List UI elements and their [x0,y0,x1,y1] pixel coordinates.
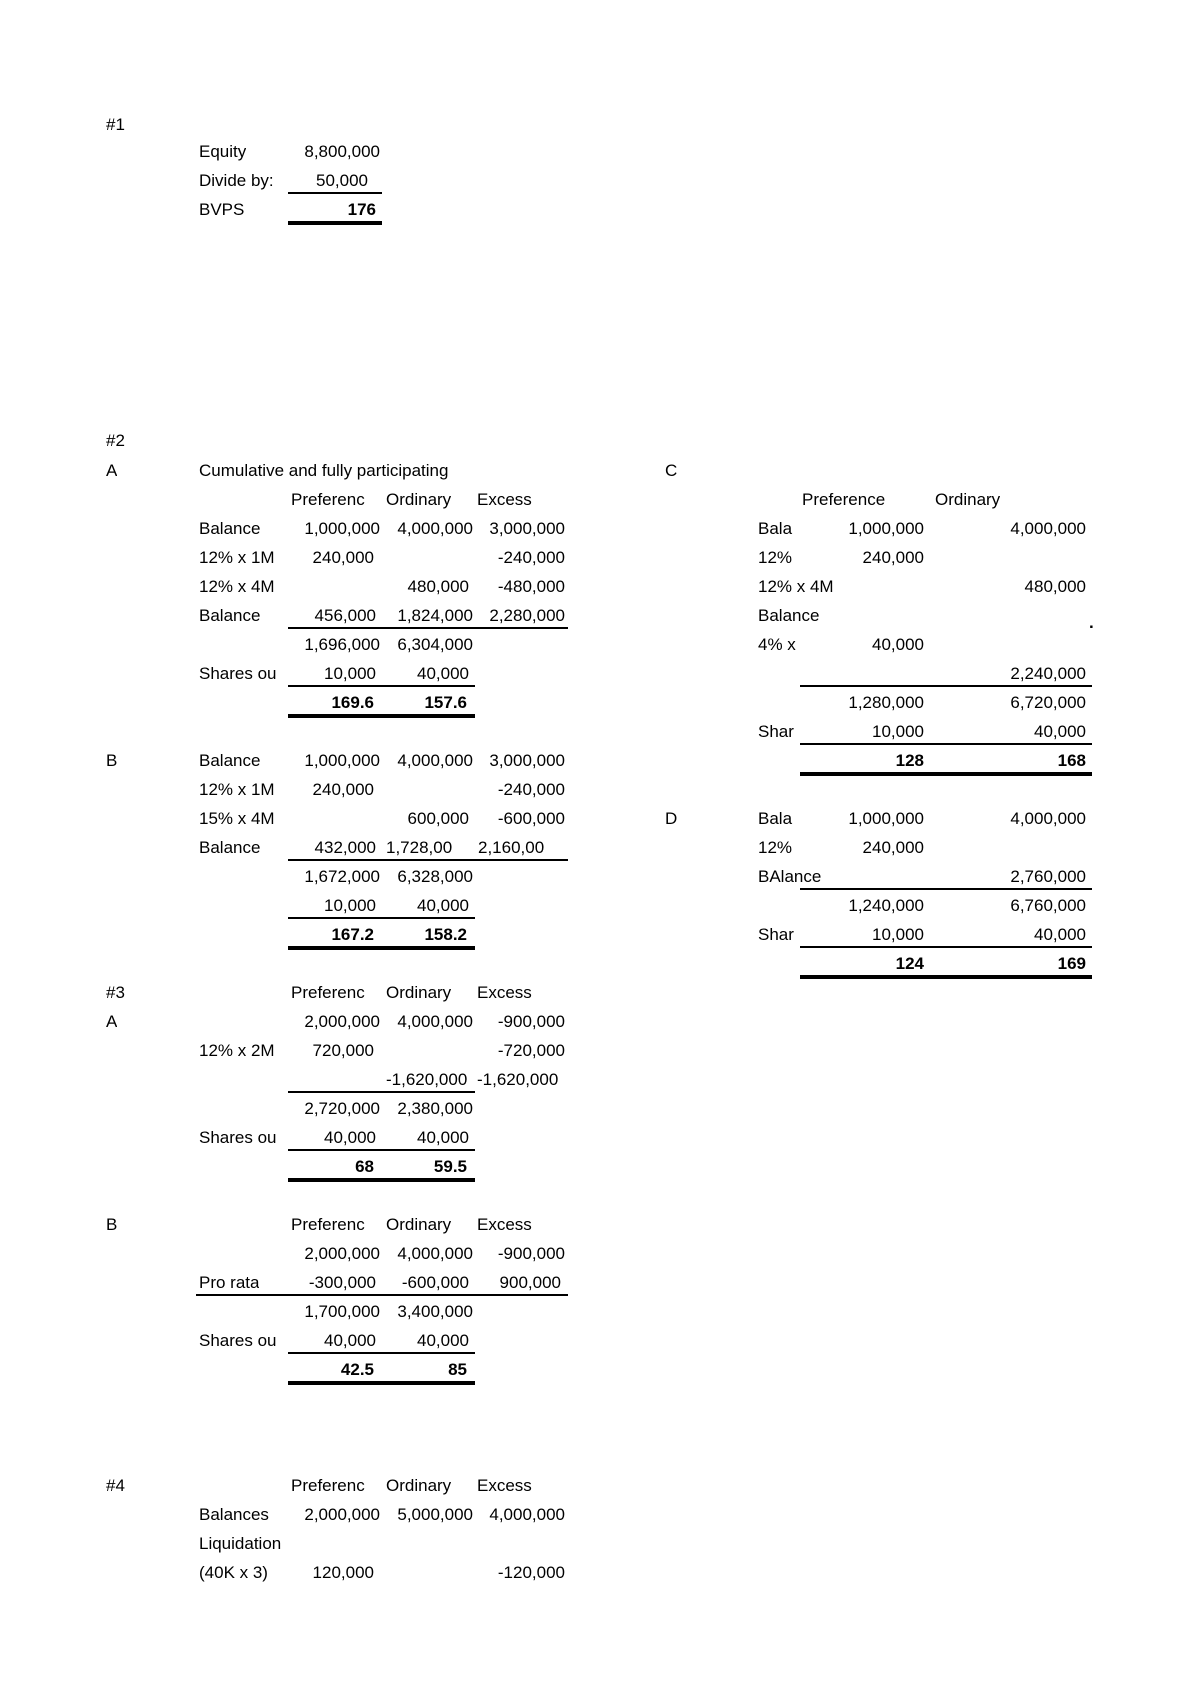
cell: -720,000 [497,1041,565,1060]
result-cell: 169.6 [331,693,374,712]
q2c-letter: C [665,461,678,480]
cell: 10,000 [324,896,376,915]
col-header-pref: Preferenc [291,983,365,1002]
col-header-ord: Ordinary [935,490,1001,509]
col-header-excess: Excess [477,1215,532,1234]
col-header-pref: Preferenc [291,1215,365,1234]
cell: 40,000 [417,896,469,915]
row-label: Shares ou [199,1128,277,1147]
cell: -900,000 [497,1244,565,1263]
cell: 6,720,000 [1010,693,1086,712]
underline [288,859,568,861]
cell: 40,000 [872,635,924,654]
q3a-letter: A [106,1012,118,1031]
cell: 720,000 [312,1041,374,1060]
bvps-label: BVPS [199,200,245,219]
cell: 40,000 [1034,722,1086,741]
result-cell: 68 [355,1157,374,1176]
underline [800,946,1092,948]
q3b-letter: B [106,1215,118,1234]
cell: 240,000 [312,548,374,567]
cell: 900,000 [499,1273,561,1292]
result-cell: 124 [895,954,924,973]
cell: 4,000,000 [489,1505,565,1524]
cell: -240,000 [497,780,565,799]
cell: -1,620,000 [477,1070,559,1089]
cell: 1,000,000 [304,519,380,538]
cell: 40,000 [324,1331,376,1350]
q2a-title: Cumulative and fully participating [199,461,449,480]
col-header-excess: Excess [477,1476,532,1495]
cell: 480,000 [407,577,469,596]
cell: 2,000,000 [304,1505,380,1524]
row-label: Balance [199,519,261,538]
cell: 240,000 [862,548,924,567]
cell: 6,760,000 [1010,896,1086,915]
row-label: 12% x 1M [199,780,275,799]
cell: 4,000,000 [397,519,473,538]
result-cell: 157.6 [424,693,467,712]
q4-label: #4 [106,1476,125,1495]
double-underline [288,221,382,225]
cell: 5,000,000 [397,1505,473,1524]
col-header-pref: Preferenc [291,1476,365,1495]
col-header-pref: Preferenc [291,490,365,509]
equity-label: Equity [199,142,247,161]
cell: -120,000 [497,1563,565,1582]
row-label: Balance [199,838,261,857]
cell: 2,720,000 [304,1099,380,1118]
cell: 1,728,00 [386,838,453,857]
cell: 4,000,000 [1010,519,1086,538]
cell: -600,000 [401,1273,469,1292]
cell: 40,000 [417,1331,469,1350]
cell: 3,000,000 [489,519,565,538]
double-underline [288,1178,475,1182]
divide-label: Divide by: [199,171,274,190]
cell: 1,824,000 [397,606,473,625]
result-cell: 168 [1057,751,1086,770]
row-label: 12% [758,548,793,567]
col-header-ord: Ordinary [386,983,452,1002]
col-header-excess: Excess [477,490,532,509]
row-label: Shar [758,925,794,944]
cell: 4,000,000 [397,751,473,770]
cell: 6,304,000 [397,635,473,654]
row-label: (40K x 3) [199,1563,268,1582]
cell: 2,000,000 [304,1244,380,1263]
row-label: Balance [758,606,820,625]
cell: 1,000,000 [848,809,924,828]
row-label: 12% x 4M [758,577,834,596]
q2d-letter: D [665,809,678,828]
row-label: 4% x [758,635,796,654]
cell: 480,000 [1024,577,1086,596]
underline [288,685,475,687]
cell: 120,000 [312,1563,374,1582]
col-header-ord: Ordinary [386,1215,452,1234]
cell: 1,700,000 [304,1302,380,1321]
underline [800,685,1092,687]
row-label: Shares ou [199,664,277,683]
cell: 40,000 [1034,925,1086,944]
result-cell: 169 [1057,954,1086,973]
result-cell: 167.2 [331,925,374,944]
row-label: 12% [758,838,793,857]
cell: 4,000,000 [1010,809,1086,828]
col-header-ord: Ordinary [386,1476,452,1495]
cell: 4,000,000 [397,1012,473,1031]
q2b-letter: B [106,751,118,770]
cell: 2,280,000 [489,606,565,625]
cell: 2,240,000 [1010,664,1086,683]
row-label: Bala [758,519,793,538]
underline [196,1294,568,1296]
row-label: 12% x 1M [199,548,275,567]
cell: 2,380,000 [397,1099,473,1118]
row-label: Balance [199,606,261,625]
equity-value: 8,800,000 [304,142,380,161]
cell: 240,000 [862,838,924,857]
underline [288,627,568,629]
underline [800,888,1092,890]
dot-mark: . [1089,613,1094,632]
row-label: 12% x 2M [199,1041,275,1060]
cell: 10,000 [872,722,924,741]
cell: -1,620,000 [386,1070,468,1089]
cell: 1,000,000 [848,519,924,538]
cell: 456,000 [314,606,376,625]
row-label: Bala [758,809,793,828]
row-label: BAlance [758,867,822,886]
cell: -480,000 [497,577,565,596]
cell: 3,400,000 [397,1302,473,1321]
double-underline [288,714,475,718]
cell: 40,000 [324,1128,376,1147]
cell: 3,000,000 [489,751,565,770]
cell: -240,000 [497,548,565,567]
cell: 4,000,000 [397,1244,473,1263]
cell: 1,672,000 [304,867,380,886]
cell: 240,000 [312,780,374,799]
divide-value: 50,000 [316,171,368,190]
underline [288,917,475,919]
result-cell: 85 [448,1360,467,1379]
double-underline [800,975,1092,979]
bvps-value: 176 [347,200,376,219]
col-header-pref: Preference [802,490,886,509]
cell: 10,000 [324,664,376,683]
cell: 40,000 [417,664,469,683]
double-underline [288,1381,475,1385]
cell: 1,000,000 [304,751,380,770]
result-cell: 158.2 [424,925,467,944]
underline [288,192,382,194]
col-header-ord: Ordinary [386,490,452,509]
row-label: Shares ou [199,1331,277,1350]
row-label: Balance [199,751,261,770]
cell: -600,000 [497,809,565,828]
cell: -300,000 [308,1273,376,1292]
underline [288,1149,475,1151]
row-label: Balances [199,1505,269,1524]
result-cell: 59.5 [433,1157,467,1176]
col-header-excess: Excess [477,983,532,1002]
q2a-letter: A [106,461,118,480]
q1-label: #1 [106,115,125,134]
row-label: Shar [758,722,794,741]
cell: 1,240,000 [848,896,924,915]
cell: 600,000 [407,809,469,828]
underline [288,1091,475,1093]
underline [288,1352,475,1354]
cell: 40,000 [417,1128,469,1147]
result-cell: 128 [895,751,924,770]
cell: 2,000,000 [304,1012,380,1031]
row-label: 12% x 4M [199,577,275,596]
cell: 2,760,000 [1010,867,1086,886]
q3-label: #3 [106,983,125,1002]
cell: 1,696,000 [304,635,380,654]
result-cell: 42.5 [340,1360,374,1379]
row-label: Liquidation [199,1534,282,1553]
q2-label: #2 [106,431,125,450]
cell: 10,000 [872,925,924,944]
cell: 6,328,000 [397,867,473,886]
cell: 432,000 [314,838,376,857]
cell: 2,160,00 [478,838,545,857]
cell: -900,000 [497,1012,565,1031]
cell: 1,280,000 [848,693,924,712]
row-label: Pro rata [199,1273,260,1292]
underline [800,743,1092,745]
row-label: 15% x 4M [199,809,275,828]
double-underline [288,946,475,950]
double-underline [800,772,1092,776]
